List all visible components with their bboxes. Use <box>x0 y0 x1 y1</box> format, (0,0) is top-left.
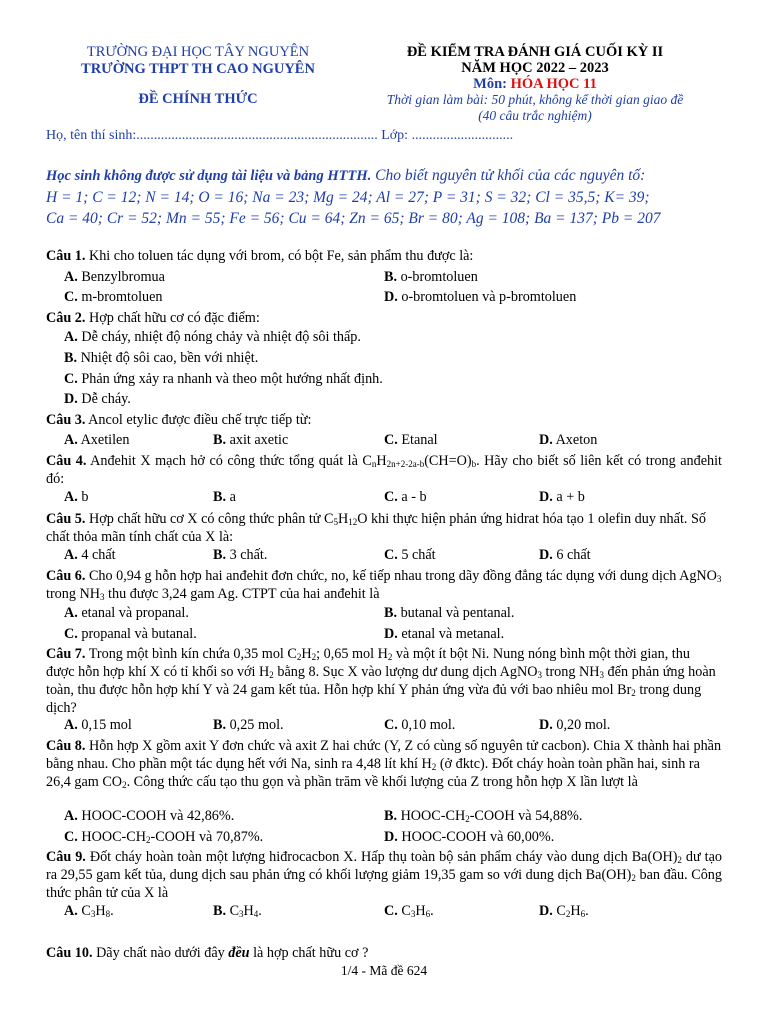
q4-option-d: D. a + b <box>539 489 585 505</box>
school-year: NĂM HỌC 2022 – 2023 <box>461 60 609 76</box>
question-4: Câu 4. Anđehit X mạch hở có công thức tổng quát là $C_nH_{2n+2-2a-b}(CH=O)_b$. Hãy cho biết số liên kết có trong anđehit đó: <box>46 453 722 487</box>
q6-option-c: C. propanal và butanal. <box>64 626 197 642</box>
q7-option-c: C. 0,10 mol. <box>384 717 456 733</box>
notice-bold: Học sinh không được sử dụng tài liệu và bảng HTTH. <box>46 168 372 184</box>
q6-option-a: A. etanal và propanal. <box>64 605 189 621</box>
q3-option-d: D. Axeton <box>539 432 598 448</box>
q7-option-b: B. 0,25 mol. <box>213 717 284 733</box>
notice-line3: Ca = 40; Cr = 52; Mn = 55; Fe = 56; Cu = 64; Zn = 65; Br = 80; Ag = 108; Ba = 137; Pb = 207 <box>46 210 661 227</box>
question-9: Câu 9. Đốt cháy hoàn toàn một lượng hiđrocacbon X. Hấp thụ toàn bộ sản phẩm cháy vào dung dịch $Ba(OH)_2$ dư tạo ra 29,55 gam kết tủa, dung dịch sau phản ứng có khối lượng giảm 19,35 gam so với dung dịch $Ba(OH)_2$ ban đầu. Công thức phân tử của X là <box>46 849 722 901</box>
q1-option-b: B. o-bromtoluen <box>384 269 478 285</box>
q8-option-d: D. HOOC-COOH và 60,00%. <box>384 829 555 845</box>
question-6: Câu 6. Cho 0,94 g hỗn hợp hai anđehit đơn chức, no, kế tiếp nhau trong dãy đồng đẳng tác dụng với dung dịch AgNO$_3$ trong $NH_3$ thu được 3,24 gam Ag. CTPT của hai anđehit là <box>46 568 722 602</box>
q9-option-d: D. $C_2H_6$. <box>539 903 589 919</box>
q9-option-c: C. $C_3H_6$. <box>384 903 434 919</box>
school-name: TRƯỜNG THPT TH CAO NGUYÊN <box>81 61 315 77</box>
q6-option-b: B. butanal và pentanal. <box>384 605 515 621</box>
subject-name: HÓA HỌC 11 <box>510 76 597 92</box>
question-text: Khi cho toluen tác dụng với brom, có bột Fe, sản phẩm thu được là: <box>85 248 474 264</box>
q1-option-c: C. m-bromtoluen <box>64 289 163 305</box>
atomic-mass-notice <box>46 165 726 229</box>
notice-line1: Cho biết nguyên tử khối của các nguyên tố: <box>371 167 646 184</box>
header-right <box>345 44 725 124</box>
q4-option-a: A. b <box>64 489 89 505</box>
exam-title: ĐỀ KIỂM TRA ĐÁNH GIÁ CUỐI KỲ II <box>406 44 664 60</box>
q9-option-a: A. $C_3H_8$. <box>64 903 114 919</box>
q5-option-c: C. 5 chất <box>384 547 436 563</box>
q1-option-d: D. o-bromtoluen và p-bromtoluen <box>384 289 577 305</box>
q5-option-a: A. 4 chất <box>64 547 116 563</box>
q8-option-c: C. HOOC-$CH_2$-COOH và 70,87%. <box>64 829 264 845</box>
q7-option-d: D. 0,20 mol. <box>539 717 611 733</box>
q2-option-b: B. Nhiệt độ sôi cao, bền với nhiệt. <box>64 350 259 366</box>
question-2: Câu 2. Hợp chất hữu cơ có đặc điểm: <box>46 310 260 326</box>
question-number: Câu 1. <box>46 248 86 264</box>
q1-option-a: A. Benzylbromua <box>64 269 165 285</box>
q8-option-a: A. HOOC-COOH và 42,86%. <box>64 808 235 824</box>
q4-option-b: B. a <box>213 489 236 505</box>
notice-line2: H = 1; C = 12; N = 14; O = 16; Na = 23; Mg = 24; Al = 27; P = 31; S = 32; Cl = 35,5; K= 39; <box>46 189 650 206</box>
q2-option-a: A. Dễ cháy, nhiệt độ nóng chảy và nhiệt độ sôi thấp. <box>64 329 361 345</box>
question-3: Câu 3. Ancol etylic được điều chế trực tiếp từ: <box>46 412 312 428</box>
subject-label: Môn: <box>473 76 511 92</box>
q3-option-b: B. axit axetic <box>213 432 289 448</box>
q7-option-a: A. 0,15 mol <box>64 717 132 733</box>
question-7: Câu 7. Trong một bình kín chứa 0,35 mol $C_2H_2$; 0,65 mol $H_2$ và một ít bột Ni. Nung nóng bình một thời gian, thu được hỗn hợp khí X có tỉ khối so với $H_2$ bằng 8. Sục X vào lượng dư dung dịch AgNO$_3$ trong $NH_3$ đến phản ứng hoàn toàn, thu được hỗn hợp khí Y và 24 gam kết tủa. Hỗn hợp khí Y phản ứng vừa đủ với bao nhiêu mol $Br_2$ trong dung dịch? <box>46 646 716 716</box>
q8-option-b: B. HOOC-$CH_2$-COOH và 54,88%. <box>384 808 583 824</box>
q5-option-b: B. 3 chất. <box>213 547 268 563</box>
question-count: (40 câu trắc nghiệm) <box>478 108 592 123</box>
official-label: ĐỀ CHÍNH THỨC <box>138 91 258 107</box>
q2-option-c: C. Phản ứng xảy ra nhanh và theo một hướng nhất định. <box>64 371 383 387</box>
question-10: Câu 10. Dãy chất nào dưới đây đều là hợp chất hữu cơ ? <box>46 945 369 961</box>
header-left <box>58 44 338 108</box>
question-1 <box>46 247 722 265</box>
university-name: TRƯỜNG ĐẠI HỌC TÂY NGUYÊN <box>86 44 310 60</box>
question-5: Câu 5. Hợp chất hữu cơ X có công thức phân tử $C_5H_{12}O$ khi thực hiện phản ứng hidrat hóa tạo 1 olefin duy nhất. Số chất thỏa mãn tính chất của X là: <box>46 511 706 545</box>
q9-option-b: B. $C_3H_4$. <box>213 903 262 919</box>
q5-option-d: D. 6 chất <box>539 547 591 563</box>
student-info-line: Họ, tên thí sinh:..................................................................... Lớp: ............................. <box>46 128 514 143</box>
time-limit: Thời gian làm bài: 50 phút, không kể thời gian giao đề <box>386 92 684 107</box>
q3-option-c: C. Etanal <box>384 432 438 448</box>
question-8: Câu 8. Hỗn hợp X gồm axit Y đơn chức và axit Z hai chức (Y, Z có cùng số nguyên tử cacbon). Chia X thành hai phần bằng nhau. Cho phần một tác dụng hết với Na, sinh ra 4,48 lít khí $H_2$ (ở đktc). Đốt cháy hoàn toàn phần hai, sinh ra 26,4 gam $CO_2$. Công thức cấu tạo thu gọn và phần trăm về khối lượng của Z trong hỗn hợp X lần lượt là <box>46 738 722 790</box>
page-footer: 1/4 - Mã đề 624 <box>340 963 428 978</box>
q2-option-d: D. Dễ cháy. <box>64 391 131 407</box>
q4-option-c: C. a - b <box>384 489 427 505</box>
q3-option-a: A. Axetilen <box>64 432 130 448</box>
subject-line <box>345 76 725 92</box>
q6-option-d: D. etanal và metanal. <box>384 626 505 642</box>
